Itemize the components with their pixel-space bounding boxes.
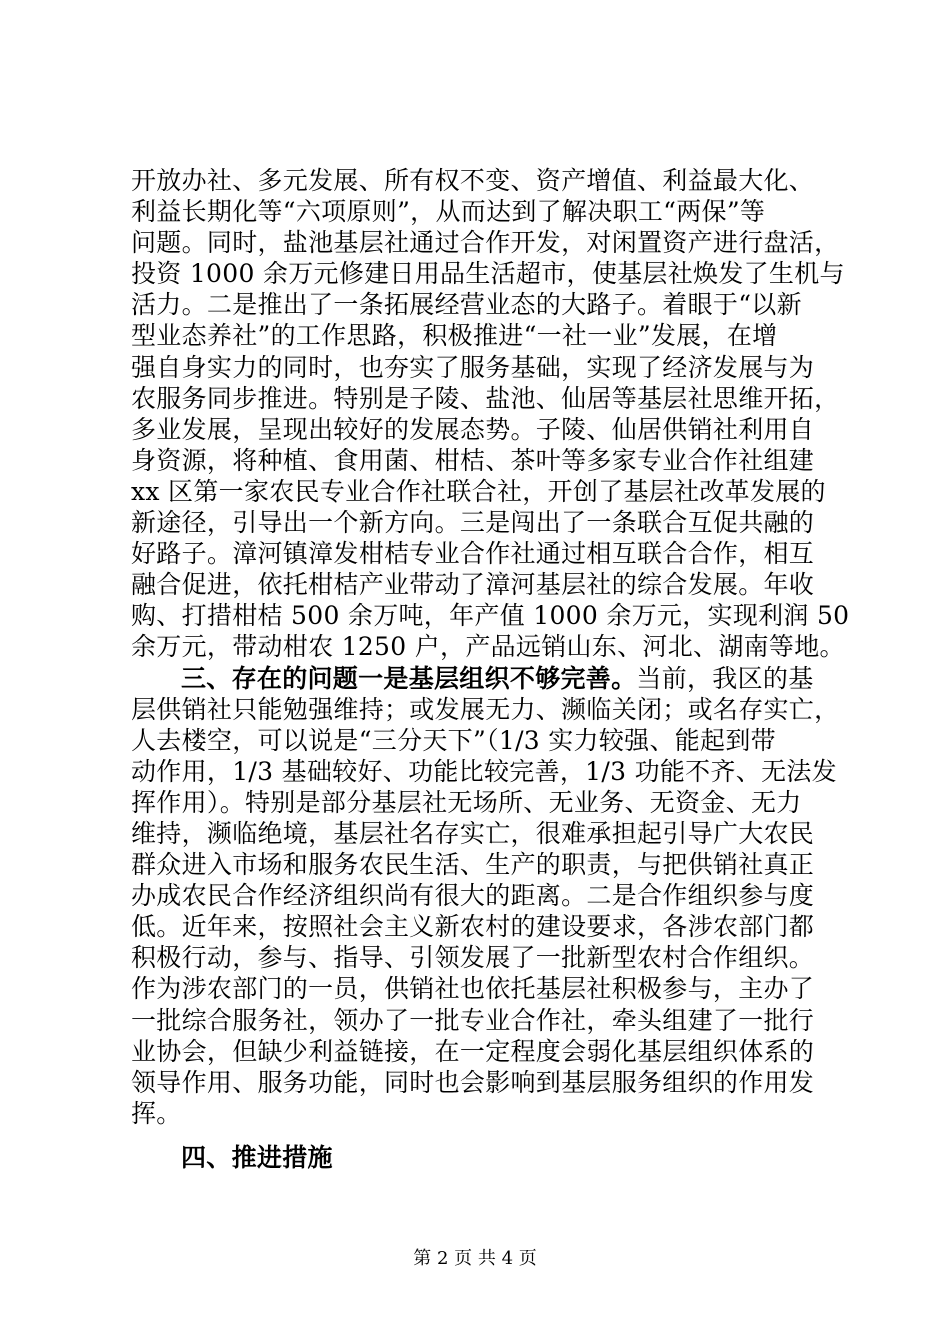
text-line: 好路子。漳河镇漳发柑桔专业合作社通过相互联合合作，相互 xyxy=(131,539,815,569)
document-body xyxy=(131,165,850,1173)
text-line: 融合促进，依托柑桔产业带动了漳河基层社的综合发展。年收 xyxy=(131,570,815,600)
text-line: 低。近年来，按照社会主义新农村的建设要求，各涉农部门都 xyxy=(131,912,815,942)
text-line: 层供销社只能勉强维持；或发展无力、濒临关闭；或名存实亡， xyxy=(131,694,840,724)
text-line: 群众进入市场和服务农民生活、生产的职责，与把供销社真正 xyxy=(131,850,815,880)
text-line: 作为涉农部门的一员，供销社也依托基层社积极参与，主办了 xyxy=(131,974,815,1004)
text-line: 新途径，引导出一个新方向。三是闯出了一条联合互促共融的 xyxy=(131,508,815,538)
section-problems xyxy=(131,663,841,1129)
text-line: 动作用，1/3 基础较好、功能比较完善，1/3 功能不齐、无法发 xyxy=(131,756,837,786)
text-line: 身资源，将种植、食用菌、柑桔、茶叶等多家专业合作社组建 xyxy=(131,445,815,475)
text-line: 一批综合服务社，领办了一批专业合作社，牵头组建了一批行 xyxy=(131,1005,815,1035)
text-line: 投资 1000 余万元修建日用品生活超市，使基层社焕发了生机与 xyxy=(131,259,845,289)
text-line: 农服务同步推进。特别是子陵、盐池、仙居等基层社思维开拓， xyxy=(131,383,840,413)
text-line: 领导作用、服务功能，同时也会影响到基层服务组织的作用发 xyxy=(131,1067,815,1097)
text-line: 业协会，但缺少利益链接，在一定程度会弱化基层组织体系的 xyxy=(131,1036,815,1066)
text-line-rest: 当前，我区的基 xyxy=(636,663,814,693)
section-measures xyxy=(131,1142,841,1173)
text-line: 挥作用）。特别是部分基层社无场所、无业务、无资金、无力 xyxy=(131,787,802,817)
page-footer: 第 2 页 共 4 页 xyxy=(413,1248,537,1269)
paragraph-continuation xyxy=(131,165,850,663)
text-line: 购、打措柑桔 500 余万吨，年产值 1000 余万元，实现利润 50 xyxy=(131,601,850,631)
section-heading-line xyxy=(131,663,841,694)
text-line: 开放办社、多元发展、所有权不变、资产增值、利益最大化、 xyxy=(131,166,815,195)
section-heading: 三、存在的问题一是基层组织不够完善。 xyxy=(181,663,637,693)
text-line: 积极行动，参与、指导、引领发展了一批新型农村合作组织。 xyxy=(131,943,815,973)
text-line: 办成农民合作经济组织尚有很大的距离。二是合作组织参与度 xyxy=(131,881,815,911)
text-line: 问题。同时，盐池基层社通过合作开发，对闲置资产进行盘活， xyxy=(131,228,840,258)
text-line: 利益长期化等“六项原则”，从而达到了解决职工“两保”等 xyxy=(131,197,766,227)
text-line: 型业态养社”的工作思路，积极推进“一社一业”发展，在增 xyxy=(131,321,778,351)
text-line: 人去楼空，可以说是“三分天下”（1/3 实力较强、能起到带 xyxy=(131,725,776,755)
text-line: 挥。 xyxy=(131,1098,182,1128)
section-heading: 四、推进措施 xyxy=(181,1142,333,1172)
text-line: 余万元，带动柑农 1250 户，产品远销山东、河北、湖南等地。 xyxy=(131,632,845,662)
text-line: 活力。二是推出了一条拓展经营业态的大路子。着眼于“以新 xyxy=(131,290,802,320)
text-line: 维持，濒临绝境，基层社名存实亡，很难承担起引导广大农民 xyxy=(131,818,815,848)
text-line: 多业发展，呈现出较好的发展态势。子陵、仙居供销社利用自 xyxy=(131,414,815,444)
text-line: xx 区第一家农民专业合作社联合社，开创了基层社改革发展的 xyxy=(131,476,826,506)
text-line: 强自身实力的同时，也夯实了服务基础，实现了经济发展与为 xyxy=(131,352,815,382)
